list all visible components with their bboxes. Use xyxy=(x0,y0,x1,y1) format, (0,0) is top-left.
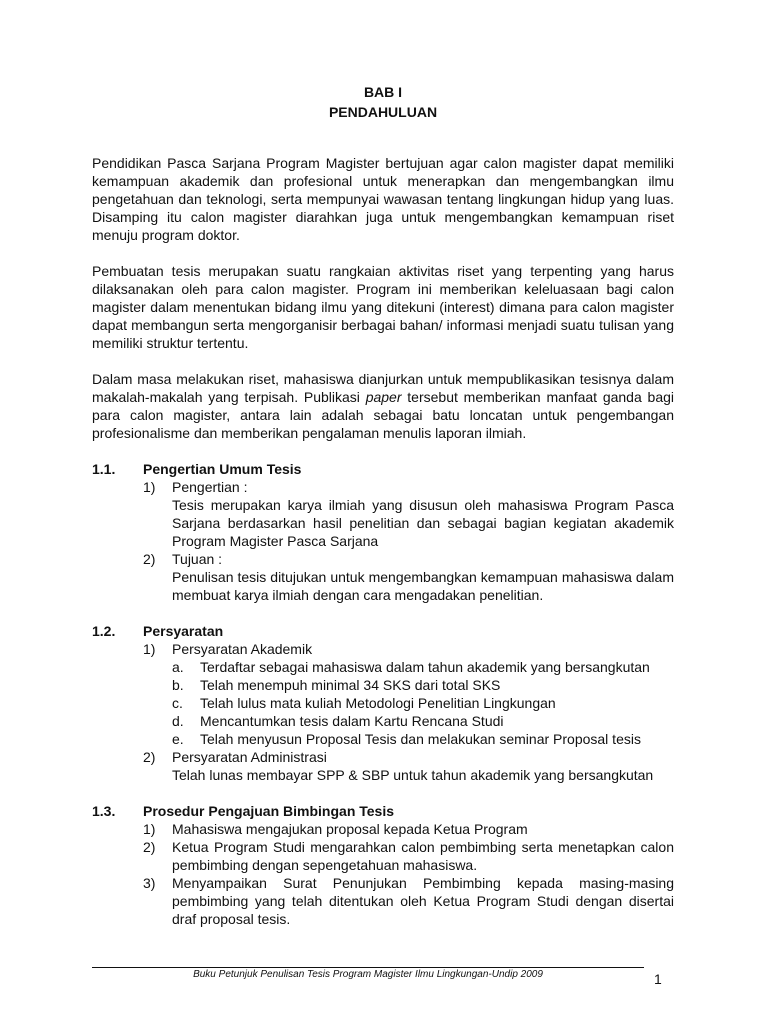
sub-item-text: Telah menempuh minimal 34 SKS dari total SKS xyxy=(200,677,501,693)
paragraph-intro: Pendidikan Pasca Sarjana Program Magister bertujuan agar calon magister dapat memiliki kemampuan akademik dan profesional untuk menerapkan dan mengembangkan ilmu pengetahuan dan teknologi, serta mempunyai wawasan tentang lingkungan hidup yang luas. Disamping itu calon magister diarahkan juga untuk mengembangkan kemampuan riset menuju program doktor. xyxy=(92,155,674,243)
section-heading xyxy=(92,802,674,820)
sub-item xyxy=(172,658,674,676)
list-item xyxy=(143,820,674,838)
list-item xyxy=(143,838,674,874)
item-label: Pengertian : xyxy=(172,479,248,495)
section-1-1 xyxy=(92,460,674,604)
footer-text: Buku Petunjuk Penulisan Tesis Program Magister Ilmu Lingkungan-Undip 2009 xyxy=(193,969,543,980)
list-item xyxy=(143,748,674,784)
item-number: 3) xyxy=(143,875,156,891)
item-number: 1) xyxy=(143,641,156,657)
section-heading xyxy=(92,460,674,478)
sub-item-text: Terdaftar sebagai mahasiswa dalam tahun akademik yang bersangkutan xyxy=(200,659,650,675)
list-item xyxy=(143,550,674,604)
paragraph-text: Dalam masa melakukan riset, mahasiswa dianjurkan untuk mempublikasikan tesisnya dalam makalah-makalah yang terpisah. Publikasi xyxy=(92,371,674,405)
footer-divider xyxy=(92,967,644,968)
section-number: 1.2. xyxy=(92,623,116,639)
item-label: Persyaratan Administrasi xyxy=(172,749,327,765)
item-text: Penulisan tesis ditujukan untuk mengembangkan kemampuan mahasiswa dalam membuat karya ilmiah dengan cara mengadakan penelitian. xyxy=(172,569,674,603)
sub-item-letter: a. xyxy=(172,659,184,675)
item-text: Ketua Program Studi mengarahkan calon pembimbing serta menetapkan calon pembimbing dengan sepengetahuan mahasiswa. xyxy=(172,839,674,873)
list-item xyxy=(143,874,674,928)
document-body xyxy=(92,154,674,946)
sub-item-letter: c. xyxy=(172,695,183,711)
sub-item-letter: d. xyxy=(172,713,184,729)
item-label: Persyaratan Akademik xyxy=(172,641,313,657)
list-item xyxy=(143,640,674,748)
sub-item-letter: e. xyxy=(172,731,184,747)
sub-item-text: Telah lulus mata kuliah Metodologi Penelitian Lingkungan xyxy=(200,695,556,711)
item-text: Mahasiswa mengajukan proposal kepada Ketua Program xyxy=(172,821,528,837)
page-number: 1 xyxy=(654,971,662,987)
item-number: 2) xyxy=(143,749,156,765)
sub-item-letter: b. xyxy=(172,677,184,693)
section-heading xyxy=(92,622,674,640)
chapter-title: PENDAHULUAN xyxy=(328,104,438,120)
list-item xyxy=(143,478,674,550)
chapter-number: BAB I xyxy=(363,84,403,100)
paragraph-publication xyxy=(92,370,674,442)
item-label: Tujuan : xyxy=(172,551,223,567)
section-1-3 xyxy=(92,802,674,928)
item-text: Tesis merupakan karya ilmiah yang disusun oleh mahasiswa Program Pasca Sarjana berdasarkan hasil penelitian dan sebagai bagian kegiatan akademik Program Magister Pasca Sarjana xyxy=(172,497,674,549)
sub-item xyxy=(172,676,674,694)
paragraph-thesis: Pembuatan tesis merupakan suatu rangkaian aktivitas riset yang terpenting yang harus dilaksanakan oleh para calon magister. Program ini memberikan keleluasaan bagi calon magister dalam menentukan bidang ilmu yang ditekuni (interest) dimana para calon magister dapat membangun serta mengorganisir berbagai bahan/ informasi menjadi suatu tulisan yang memiliki struktur tertentu. xyxy=(92,263,674,351)
item-number: 2) xyxy=(143,839,156,855)
section-title: Prosedur Pengajuan Bimbingan Tesis xyxy=(143,803,395,819)
sub-item xyxy=(172,730,674,748)
chapter-heading xyxy=(92,82,674,122)
sub-item-text: Mencantumkan tesis dalam Kartu Rencana Studi xyxy=(200,713,504,729)
item-text: Menyampaikan Surat Penunjukan Pembimbing kepada masing-masing pembimbing yang telah ditentukan oleh Ketua Program Studi dengan disertai draf proposal tesis. xyxy=(172,875,674,927)
section-title: Pengertian Umum Tesis xyxy=(143,461,302,477)
sub-item xyxy=(172,712,674,730)
paragraph-text: tersebut memberikan manfaat ganda bagi para calon magister, antara lain adalah sebagai batu loncatan untuk pengembangan profesionalisme dan memberikan pengalaman menulis laporan ilmiah. xyxy=(92,389,675,441)
sub-item-text: Telah menyusun Proposal Tesis dan melakukan seminar Proposal tesis xyxy=(200,731,641,747)
item-number: 2) xyxy=(143,551,156,567)
section-number: 1.3. xyxy=(92,803,116,819)
paragraph-emphasis: paper xyxy=(365,389,402,405)
section-title: Persyaratan xyxy=(143,623,224,639)
section-1-2 xyxy=(92,622,674,784)
item-text: Telah lunas membayar SPP & SBP untuk tahun akademik yang bersangkutan xyxy=(172,767,654,783)
item-number: 1) xyxy=(143,821,156,837)
item-number: 1) xyxy=(143,479,156,495)
section-number: 1.1. xyxy=(92,461,116,477)
sub-item xyxy=(172,694,674,712)
